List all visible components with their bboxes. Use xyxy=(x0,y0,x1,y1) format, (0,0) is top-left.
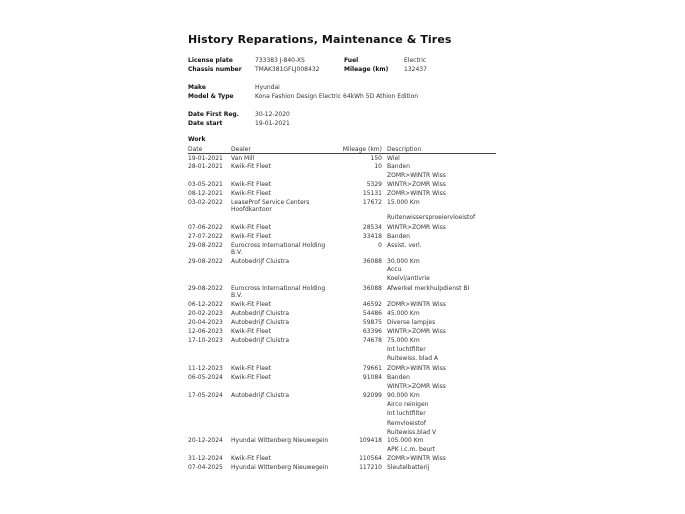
table-header-divider xyxy=(188,153,496,154)
cell-description: WINTR>ZOMR Wiss xyxy=(387,328,446,335)
cell-description: ZOMR>WINTR Wiss xyxy=(387,365,446,372)
cell-description: 15.000 Km xyxy=(387,199,420,206)
cell-date: 20-04-2023 xyxy=(188,319,223,326)
model-label: Model & Type xyxy=(188,93,234,100)
cell-date: 03-02-2022 xyxy=(188,199,223,206)
cell-dealer: Kwik-Fit Fleet xyxy=(231,374,271,381)
cell-dealer: Kwik-Fit Fleet xyxy=(231,224,271,231)
cell-description: 45.000 Km xyxy=(387,310,420,317)
work-section-label: Work xyxy=(188,136,206,143)
cell-mileage: 74678 xyxy=(362,337,382,344)
cell-dealer: Autobedrijf Cluistra xyxy=(231,258,290,265)
fuel-value: Electric xyxy=(404,57,427,64)
cell-dealer: Kwik-Fit Fleet xyxy=(231,181,271,188)
cell-dealer: Kwik-Fit Fleet xyxy=(231,455,271,462)
cell-dealer: Kwik-Fit Fleet xyxy=(231,301,271,308)
cell-description: Assist. verl. xyxy=(387,242,422,249)
table-row xyxy=(0,464,685,480)
cell-date: 29-08-2022 xyxy=(188,285,223,292)
cell-description: Airco reinigen xyxy=(387,401,429,408)
cell-description: Wiel xyxy=(387,155,400,162)
cell-description: ZOMR>WINTR Wiss xyxy=(387,172,446,179)
cell-description: Ruitenwissersproeiervloeistof xyxy=(387,214,476,221)
cell-description: Banden xyxy=(387,163,410,170)
cell-mileage: 54486 xyxy=(362,310,382,317)
col-header-dealer: Dealer xyxy=(231,146,251,153)
cell-description: Diverse lampjes xyxy=(387,319,436,326)
cell-date: 06-12-2022 xyxy=(188,301,223,308)
first-reg-label: Date First Reg. xyxy=(188,111,239,118)
cell-dealer: Autobedrijf Cluistra xyxy=(231,392,290,399)
cell-mileage: 28534 xyxy=(362,224,382,231)
cell-dealer: Kwik-Fit Fleet xyxy=(231,190,271,197)
cell-mileage: 36088 xyxy=(362,285,382,292)
cell-dealer: Eurocross International Holding B.V. xyxy=(231,285,326,299)
cell-mileage: 59875 xyxy=(362,319,382,326)
cell-dealer: Eurocross International Holding B.V. xyxy=(231,242,326,256)
mileage-value: 132437 xyxy=(404,66,427,73)
cell-mileage: 92099 xyxy=(362,392,382,399)
fuel-label: Fuel xyxy=(344,57,359,64)
cell-description: Banden xyxy=(387,233,410,240)
cell-date: 17-10-2023 xyxy=(188,337,223,344)
date-start-label: Date start xyxy=(188,120,223,127)
col-header-date: Date xyxy=(188,146,203,153)
cell-dealer: Kwik-Fit Fleet xyxy=(231,163,271,170)
cell-date: 29-08-2022 xyxy=(188,242,223,249)
cell-date: 31-12-2024 xyxy=(188,455,223,462)
first-reg-value: 30-12-2020 xyxy=(255,111,290,118)
cell-description: 75.000 Km xyxy=(387,337,420,344)
cell-date: 11-12-2023 xyxy=(188,365,223,372)
cell-description: Ruitewiss. blad A xyxy=(387,355,439,362)
make-label: Make xyxy=(188,84,206,91)
page-title: History Reparations, Maintenance & Tires xyxy=(188,33,452,46)
cell-mileage: 17672 xyxy=(362,199,382,206)
date-start-value: 19-01-2021 xyxy=(255,120,290,127)
cell-mileage: 79661 xyxy=(362,365,382,372)
cell-date: 07-06-2022 xyxy=(188,224,223,231)
mileage-label: Mileage (km) xyxy=(344,66,389,73)
cell-description: WINTR>ZOMR Wiss xyxy=(387,224,446,231)
cell-description: APK i.c.m. beurt xyxy=(387,446,436,453)
cell-date: 06-05-2024 xyxy=(188,374,223,381)
cell-description: WINTR>ZOMR Wiss xyxy=(387,181,446,188)
cell-description: Int luchtfilter xyxy=(387,346,426,353)
cell-description: ZOMR>WINTR Wiss xyxy=(387,301,446,308)
cell-description: WINTR>ZOMR Wiss xyxy=(387,383,446,390)
table-row xyxy=(0,199,685,215)
table-row xyxy=(0,285,685,301)
cell-mileage: 0 xyxy=(378,242,382,249)
cell-date: 27-07-2022 xyxy=(188,233,223,240)
col-header-mileage: Mileage (km) xyxy=(342,146,382,153)
cell-description: Banden xyxy=(387,374,410,381)
cell-mileage: 5329 xyxy=(366,181,382,188)
cell-date: 29-08-2022 xyxy=(188,258,223,265)
model-value: Kona Fashion Design Electric 64kWh 5D Athion Edition xyxy=(255,93,419,100)
cell-mileage: 46592 xyxy=(362,301,382,308)
cell-dealer: Autobedrijf Cluistra xyxy=(231,319,290,326)
cell-dealer: Autobedrijf Cluistra xyxy=(231,337,290,344)
cell-description: ZOMR>WINTR Wiss xyxy=(387,190,446,197)
make-value: Hyundai xyxy=(255,84,280,91)
cell-dealer: Hyundai Wittenberg Nieuwegein xyxy=(231,464,329,471)
cell-description: Int luchtfilter xyxy=(387,410,426,417)
cell-date: 08-12-2021 xyxy=(188,190,223,197)
cell-date: 20-12-2024 xyxy=(188,437,223,444)
cell-description: Afwerkel merkhulpdienst BI xyxy=(387,285,470,292)
cell-mileage: 10 xyxy=(374,163,382,170)
cell-date: 03-05-2021 xyxy=(188,181,223,188)
cell-description: Accu xyxy=(387,266,402,273)
cell-mileage: 33418 xyxy=(362,233,382,240)
cell-dealer: LeaseProf Service Centers Hoofdkantoor xyxy=(231,199,310,213)
cell-dealer: Kwik-Fit Fleet xyxy=(231,233,271,240)
cell-mileage: 91084 xyxy=(362,374,382,381)
cell-date: 20-02-2023 xyxy=(188,310,223,317)
cell-description: 105.000 Km xyxy=(387,437,424,444)
cell-dealer: Hyundai Wittenberg Nieuwegein xyxy=(231,437,329,444)
license-plate-label: License plate xyxy=(188,57,233,64)
cell-mileage: 15131 xyxy=(362,190,382,197)
cell-mileage: 110564 xyxy=(359,455,382,462)
cell-date: 28-01-2021 xyxy=(188,163,223,170)
cell-dealer: Van Mill xyxy=(231,155,255,162)
cell-description: Koelvl/antivrie xyxy=(387,275,430,282)
cell-mileage: 63396 xyxy=(362,328,382,335)
chassis-label: Chassis number xyxy=(188,66,242,73)
col-header-description: Description xyxy=(387,146,422,153)
cell-description: Ruitewiss.blad V xyxy=(387,429,437,436)
cell-mileage: 109418 xyxy=(359,437,382,444)
cell-description: Sleutelbatterij xyxy=(387,464,430,471)
cell-description: ZOMR>WINTR Wiss xyxy=(387,455,446,462)
license-plate-value: 733383 J-840-XS xyxy=(255,57,305,64)
cell-date: 07-04-2025 xyxy=(188,464,223,471)
cell-mileage: 117210 xyxy=(359,464,382,471)
cell-date: 17-05-2024 xyxy=(188,392,223,399)
table-row xyxy=(0,242,685,258)
cell-description: Remvloeistof xyxy=(387,420,426,427)
cell-dealer: Kwik-Fit Fleet xyxy=(231,328,271,335)
cell-description: 30.000 Km xyxy=(387,258,420,265)
cell-mileage: 150 xyxy=(370,155,382,162)
cell-mileage: 36088 xyxy=(362,258,382,265)
cell-dealer: Kwik-Fit Fleet xyxy=(231,365,271,372)
cell-description: 90.000 Km xyxy=(387,392,420,399)
cell-date: 12-06-2023 xyxy=(188,328,223,335)
chassis-value: TMAK381GFLJ008432 xyxy=(255,66,320,73)
cell-dealer: Autobedrijf Cluistra xyxy=(231,310,290,317)
cell-date: 19-01-2021 xyxy=(188,155,223,162)
